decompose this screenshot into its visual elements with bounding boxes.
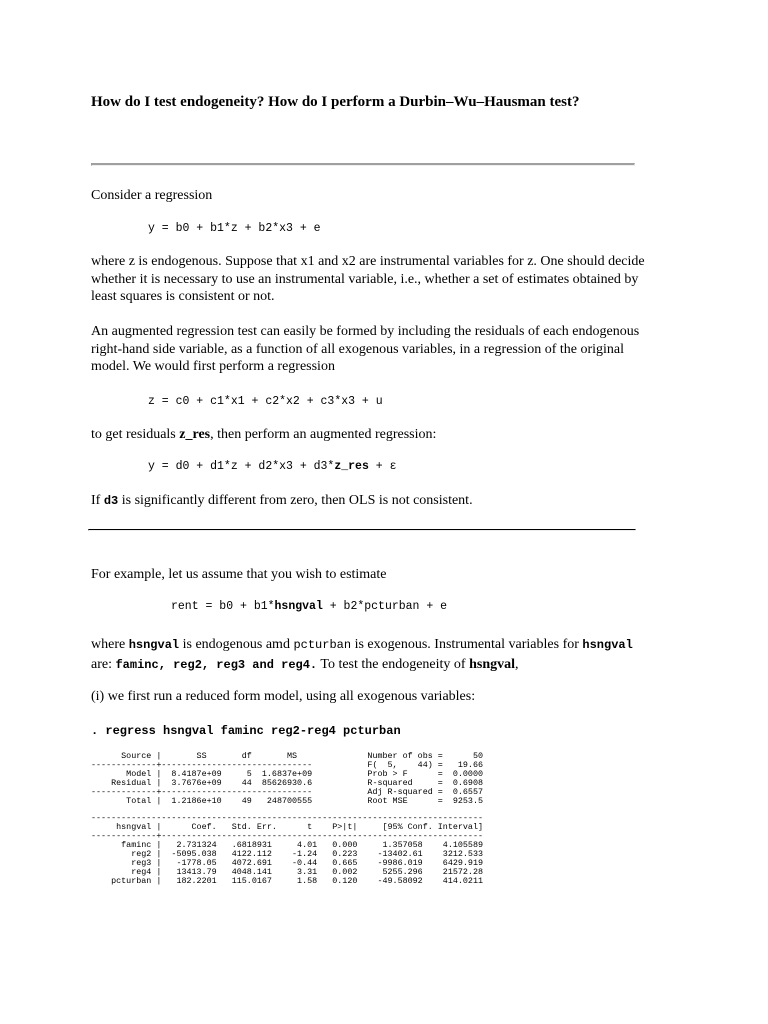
term-hsngval: hsngval (469, 657, 515, 672)
text-run: , then perform an augmented regression: (210, 427, 437, 442)
paragraph-augmented: An augmented regression test can easily be formed by including the residuals of each endogenous right-hand side variable, as a function of all exogenous variables, in a regression of the original model. We would first perform a regression (91, 324, 640, 374)
text-run: is exogenous. Instrumental variables for (351, 637, 583, 652)
term-hsngval: hsngval (274, 600, 323, 613)
divider (91, 163, 635, 166)
intro-text: Consider a regression (91, 188, 213, 203)
paragraph-residuals (91, 426, 651, 444)
equation-3 (148, 460, 396, 473)
term-hsngval: hsngval (582, 638, 633, 652)
text-run: are: (91, 657, 116, 672)
text-run: is significantly different from zero, then OLS is not consistent. (118, 493, 473, 508)
example-intro: For example, let us assume that you wish to estimate (91, 567, 387, 582)
paragraph-endogenous: where z is endogenous. Suppose that x1 and x2 are instrumental variables for z. One should decide whether it is necessary to use an instrumental variable, i.e., whether a set of estimates obtained by least squares is consistent or not. (91, 254, 645, 304)
term-hsngval: hsngval (128, 638, 180, 652)
stata-command: . regress hsngval faminc reg2-reg4 pcturban (91, 724, 401, 738)
step-1-text: (i) we first run a reduced form model, using all exogenous variables: (91, 689, 476, 704)
text-run: to get residuals (91, 427, 180, 442)
equation-2: z = c0 + c1*x1 + c2*x2 + c3*x3 + u (148, 395, 383, 408)
term-z-res: z_res (334, 460, 369, 473)
equation-part: + b2*pcturban + e (322, 600, 448, 613)
equation-1: y = b0 + b1*z + b2*x3 + e (148, 222, 321, 235)
instrument-list: faminc, reg2, reg3 and reg4. (115, 658, 318, 672)
equation-part: rent = b0 + b1* (171, 600, 275, 613)
text-run: If (91, 493, 104, 508)
text-run: is endogenous amd (179, 637, 294, 652)
equation-part: + ε (368, 460, 397, 473)
text-run: To test the endogeneity of (317, 657, 470, 672)
text-run: where (91, 637, 129, 652)
paragraph-conclusion (91, 492, 651, 511)
divider (88, 529, 636, 531)
equation-4 (171, 600, 447, 613)
text-run: , (515, 657, 519, 672)
term-z-res: z_res (179, 427, 211, 442)
term-pcturban: pcturban (293, 638, 352, 652)
term-d3: d3 (103, 494, 119, 508)
regression-output: Source | SS df MS Number of obs = 50 -------------+------------------------------ F( 5, 44) = 19.66 Model | 8.4187e+09 5 1.6837e+09 Prob > F = 0.0000 Residual | 3.7676e+09 44 85626930.6 R-squared = 0.6908 -------------+------------------------------ Adj R-squared = 0.6557 Total | 1.2186e+10 49 248700555 Root MSE = 9253.5 ------------------------------------------------------------------------------ hsngval | Coef. Std. Err. t P>|t| [95% Conf. Interval] -------------+---------------------------------------------------------------- faminc | 2.731324 .6818931 4.01 0.000 1.357058 4.105589 reg2 | -5095.038 4122.112 -1.24 0.223 -13402.61 3212.533 reg3 | -1778.05 4072.691 -0.44 0.665 -9986.019 6429.919 reg4 | 13413.79 4048.141 3.31 0.002 5255.296 21572.28 pcturban | 182.2201 115.0167 1.58 0.120 -49.58092 414.0211 (91, 751, 484, 886)
equation-part: y = d0 + d1*z + d2*x3 + d3* (148, 460, 335, 473)
page-title: How do I test endogeneity? How do I perform a Durbin–Wu–Hausman test? (91, 94, 580, 110)
paragraph-instruments (91, 635, 651, 675)
